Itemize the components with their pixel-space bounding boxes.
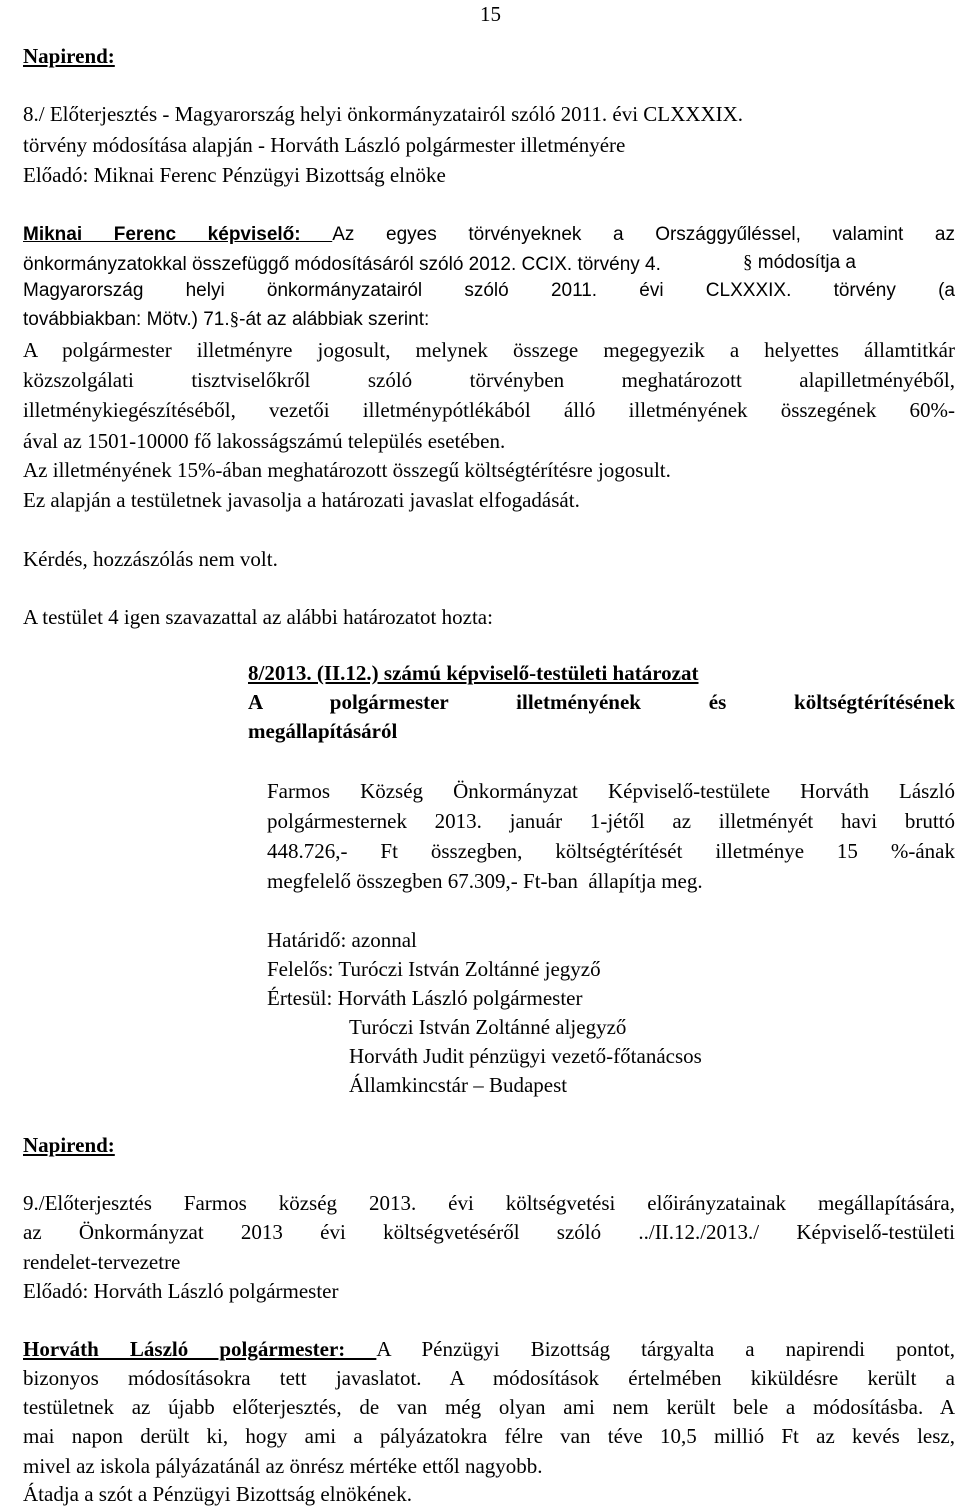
- notified-row: [267, 986, 583, 1011]
- speech-line: Magyarország helyi önkormányzatairól szóló 2011. évi CLXXXIX. törvény (a: [23, 280, 955, 301]
- speech-body-line: A polgármester illetményre jogosult, melynek összege megegyezik a helyettes államtitkár: [23, 338, 955, 362]
- deadline: Határidő: azonnal: [267, 928, 417, 952]
- speech-body-line: illetménykiegészítéséből, vezetői illetménypótlékából álló illetményének összegének 60%-: [23, 398, 955, 422]
- notified-label: Értesül:: [267, 986, 338, 1010]
- agenda-label: Napirend:: [23, 44, 115, 68]
- notified-recipient: Turóczi István Zoltánné aljegyző: [349, 1015, 627, 1039]
- speech-line-row: [23, 252, 661, 278]
- agenda-item-line: 9./Előterjesztés Farmos község 2013. évi költségvetési előirányzatainak megállapítására,: [23, 1191, 955, 1215]
- resolution-text-line: Farmos Község Önkormányzat Képviselő-testülete Horváth László: [267, 779, 955, 803]
- agenda-item-line: 8./ Előterjesztés - Magyarország helyi önkormányzatairól szóló 2011. évi CLXXXIX.: [23, 102, 744, 126]
- speech-line: mai napon derült ki, hogy ami a pályázatokra félre van téve 10,5 millió Ft az kevés lesz,: [23, 1424, 955, 1448]
- speech-line: módosítja a: [752, 252, 856, 273]
- responsible: Felelős: Turóczi István Zoltánné jegyző: [267, 957, 601, 981]
- notified-recipient: Horváth László polgármester: [337, 986, 583, 1010]
- speaker-name: Horváth László polgármester:: [23, 1337, 377, 1361]
- page-number: 15: [480, 2, 501, 26]
- agenda-item-line: Előadó: Horváth László polgármester: [23, 1279, 339, 1303]
- speech-line: mivel az iskola pályázatánál az önrész mértéke ettől nagyobb.: [23, 1454, 543, 1478]
- agenda-item-line: Előadó: Miknai Ferenc Pénzügyi Bizottság elnöke: [23, 163, 446, 187]
- section-sign: §: [229, 309, 240, 330]
- vote-result: A testület 4 igen szavazattal az alábbi határozatot hozta:: [23, 605, 493, 629]
- agenda-item-line: az Önkormányzat 2013 évi költségvetéséről szóló ../II.12./2013./ Képviselő-testületi: [23, 1220, 955, 1244]
- notified-recipient: Államkincstár – Budapest: [349, 1073, 568, 1097]
- speech-paragraph: [23, 1337, 955, 1362]
- resolution-text-line: 448.726,- Ft összegben, költségtérítését illetménye 15 %-ának: [267, 839, 955, 863]
- speech-line: A Pénzügyi Bizottság tárgyalta a napirendi pontot,: [376, 1337, 955, 1361]
- speech-body-line: közszolgálati tisztviselőkről szóló törvényben meghatározott alapilletményéből,: [23, 368, 955, 392]
- resolution-subject: megállapításáról: [248, 719, 398, 743]
- section-sign: §: [743, 252, 753, 273]
- speech-line: önkormányzatokkal összefüggő módosításáról szóló 2012. CCIX. törvény 4.: [23, 254, 661, 275]
- speech-line: bizonyos módosításokra tett javaslatot. A módosítások értelmében kiküldésre került a: [23, 1366, 955, 1390]
- speech-body-line: ával az 1501-10000 fő lakosságszámú település esetében.: [23, 429, 506, 453]
- speech-line: testületnek az újabb előterjesztés, de van még olyan ami nem került bele a módosításba. A: [23, 1395, 955, 1419]
- speech-paragraph: [23, 224, 955, 246]
- resolution-title: 8/2013. (II.12.) számú képviselő-testületi határozat: [248, 661, 699, 685]
- speech-body-line: Ez alapján a testületnek javasolja a határozati javaslat elfogadását.: [23, 488, 580, 512]
- speech-line-row: [23, 307, 429, 333]
- resolution-subject: A polgármester illetményének és költségtérítésének: [248, 690, 955, 714]
- speech-line: Az egyes törvényeknek a Országgyűléssel, valamint az: [332, 224, 955, 245]
- speech-line-row: [743, 252, 856, 274]
- speech-line: Átadja a szót a Pénzügyi Bizottság elnökének.: [23, 1482, 412, 1506]
- speech-line: -át az alábbiak szerint:: [239, 309, 430, 330]
- speaker-name: Miknai Ferenc képviselő:: [23, 224, 333, 245]
- speech-body-line: Az illetményének 15%-ában meghatározott összegű költségtérítésre jogosult.: [23, 458, 671, 482]
- no-questions-note: Kérdés, hozzászólás nem volt.: [23, 547, 278, 571]
- speech-line: továbbiakban: Mötv.) 71.: [23, 309, 230, 330]
- agenda-label: Napirend:: [23, 1133, 115, 1157]
- resolution-text-line: megfelelő összegben 67.309,- Ft-ban állapítja meg.: [267, 869, 703, 893]
- agenda-item-line: törvény módosítása alapján - Horváth László polgármester illetményére: [23, 133, 626, 157]
- notified-recipient: Horváth Judit pénzügyi vezető-főtanácsos: [349, 1044, 702, 1068]
- agenda-item-line: rendelet-tervezetre: [23, 1250, 181, 1274]
- resolution-text-line: polgármesternek 2013. január 1-jétől az illetményét havi bruttó: [267, 809, 955, 833]
